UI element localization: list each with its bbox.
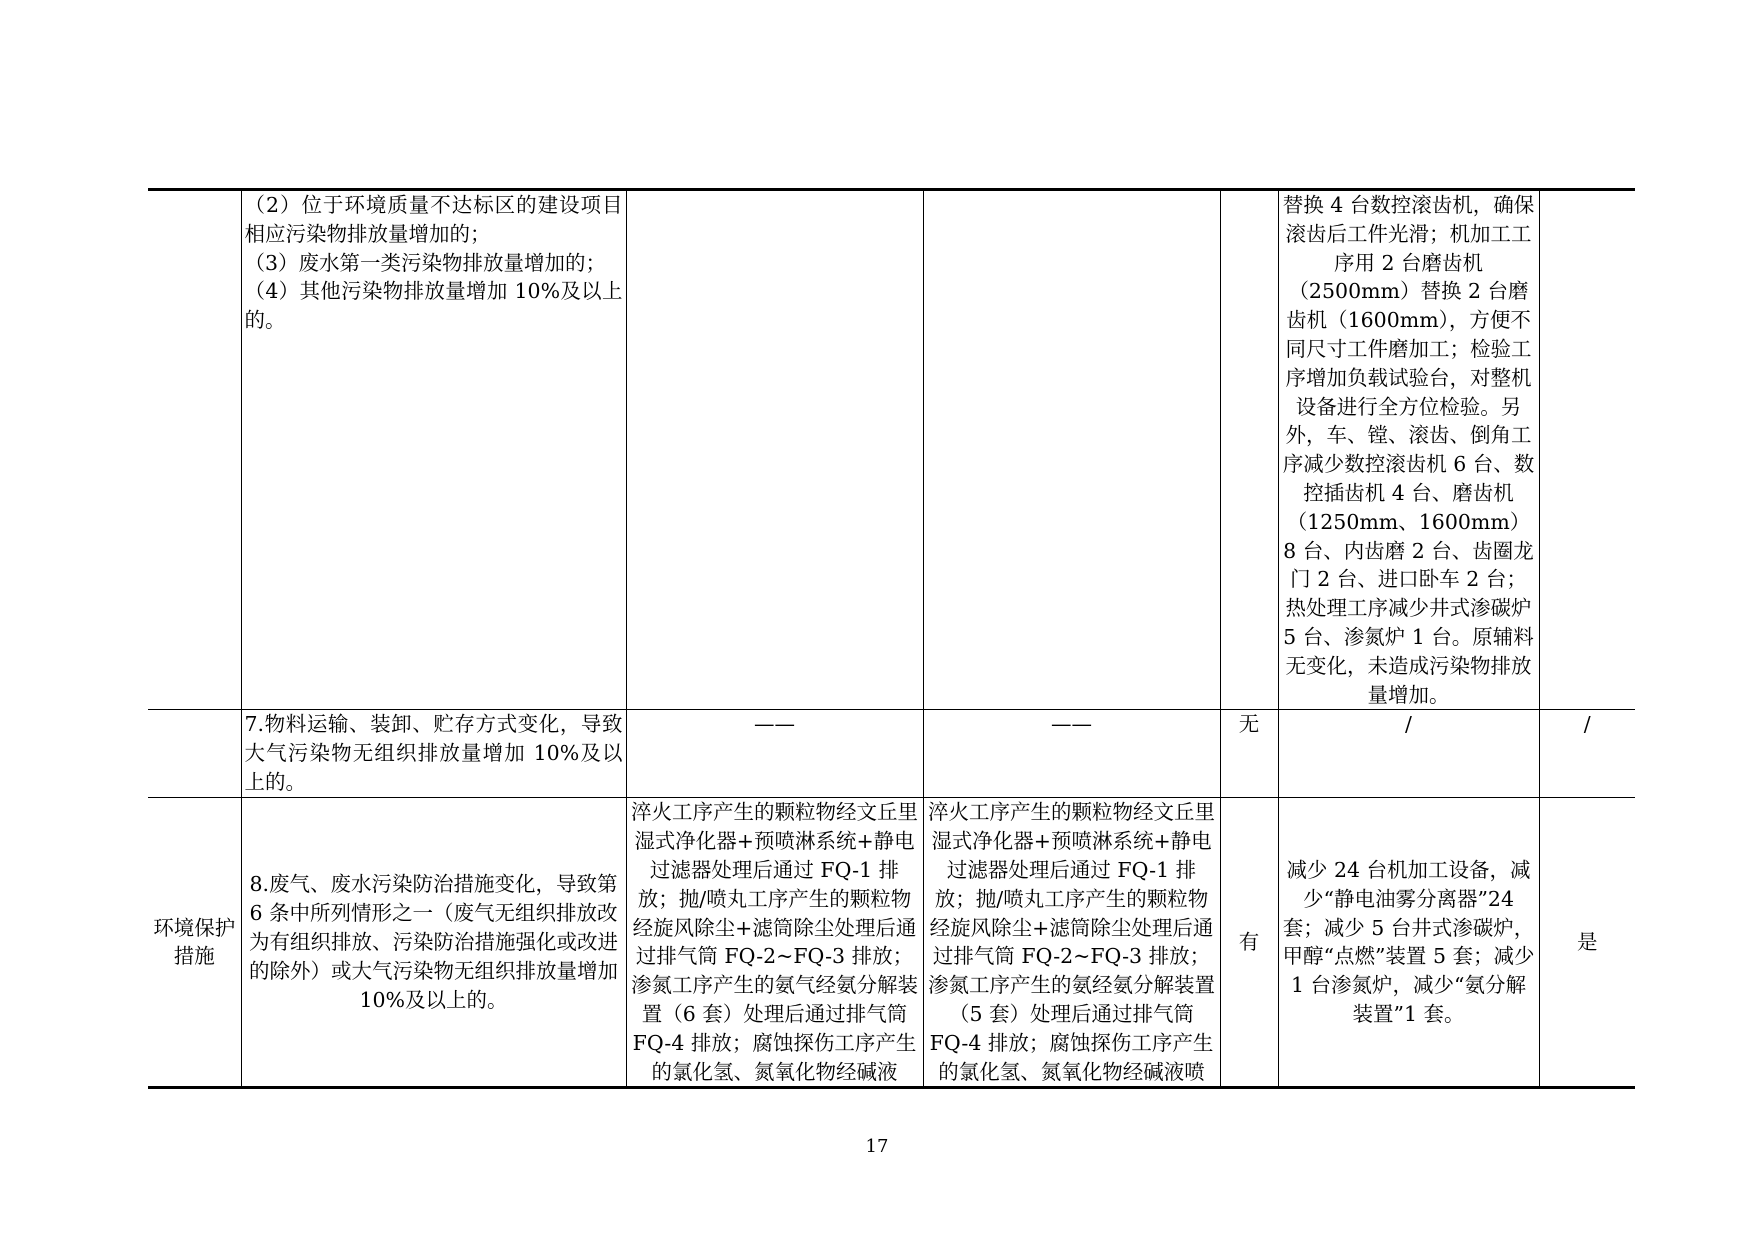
- comparison-table: [148, 188, 1635, 1089]
- actual-content-cell: 淬火工序产生的颗粒物经文丘里湿式净化器+预喷淋系统+静电过滤器处理后通过 FQ-1 排放；抛/喷丸工序产生的颗粒物经旋风除尘+滤筒除尘处理后通过排气筒 FQ-2~FQ-3 排放；渗氮工序产生的氨经氨分解装置（5 套）处理后通过排气筒 FQ-4 排放；腐蚀探伤工序产生的氯化氢、氮氧化物经碱液喷: [923, 798, 1220, 1088]
- page-number: 17: [865, 1136, 889, 1157]
- original-content-cell: 淬火工序产生的颗粒物经文丘里湿式净化器+预喷淋系统+静电过滤器处理后通过 FQ-1 排放；抛/喷丸工序产生的颗粒物经旋风除尘+滤筒除尘处理后通过排气筒 FQ-2~FQ-3 排放；渗氮工序产生的氨气经氨分解装置（6 套）处理后通过排气筒 FQ-4 排放；腐蚀探伤工序产生的氯化氢、氮氧化物经碱液: [626, 798, 923, 1088]
- change-description-cell: 替换 4 台数控滚齿机，确保滚齿后工件光滑；机加工工序用 2 台磨齿机（2500mm）替换 2 台磨齿机（1600mm），方便不同尺寸工件磨加工；检验工序增加负载试验台，对整机设备进行全方位检验。另外，车、镗、滚齿、倒角工序减少数控滚齿机 6 台、数控插齿机 4 台、磨齿机（1250mm、1600mm）8 台、内齿磨 2 台、齿圈龙门 2 台、进口卧车 2 台；热处理工序减少井式渗碳炉 5 台、渗氮炉 1 台。原辅料无变化，未造成污染物排放量增加。: [1278, 190, 1539, 710]
- actual-content-cell: ——: [923, 710, 1220, 798]
- change-flag-cell: 无: [1220, 710, 1278, 798]
- major-change-cell: [1539, 190, 1635, 710]
- criterion-cell: （2）位于环境质量不达标区的建设项目相应污染物排放量增加的； （3）废水第一类污染物排放量增加的； （4）其他污染物排放量增加 10%及以上的。: [241, 190, 626, 710]
- original-content-cell: [626, 190, 923, 710]
- table-row: [148, 710, 1635, 798]
- criterion-cell: 7.物料运输、装卸、贮存方式变化，导致大气污染物无组织排放量增加 10%及以上的。: [241, 710, 626, 798]
- major-change-cell: /: [1539, 710, 1635, 798]
- table-row: [148, 798, 1635, 1088]
- table-row: [148, 190, 1635, 710]
- category-cell: 环境保护措施: [148, 798, 241, 1088]
- category-cell: [148, 710, 241, 798]
- change-description-cell: 减少 24 台机加工设备，减少“静电油雾分离器”24 套；减少 5 台井式渗碳炉，甲醇“点燃”装置 5 套；减少 1 台渗氮炉，减少“氨分解装置”1 套。: [1278, 798, 1539, 1088]
- category-cell: [148, 190, 241, 710]
- major-change-cell: 是: [1539, 798, 1635, 1088]
- change-flag-cell: [1220, 190, 1278, 710]
- actual-content-cell: [923, 190, 1220, 710]
- criterion-cell: 8.废气、废水污染防治措施变化，导致第 6 条中所列情形之一（废气无组织排放改为有组织排放、污染防治措施强化或改进的除外）或大气污染物无组织排放量增加 10%及以上的。: [241, 798, 626, 1088]
- original-content-cell: ——: [626, 710, 923, 798]
- change-flag-cell: 有: [1220, 798, 1278, 1088]
- change-description-cell: /: [1278, 710, 1539, 798]
